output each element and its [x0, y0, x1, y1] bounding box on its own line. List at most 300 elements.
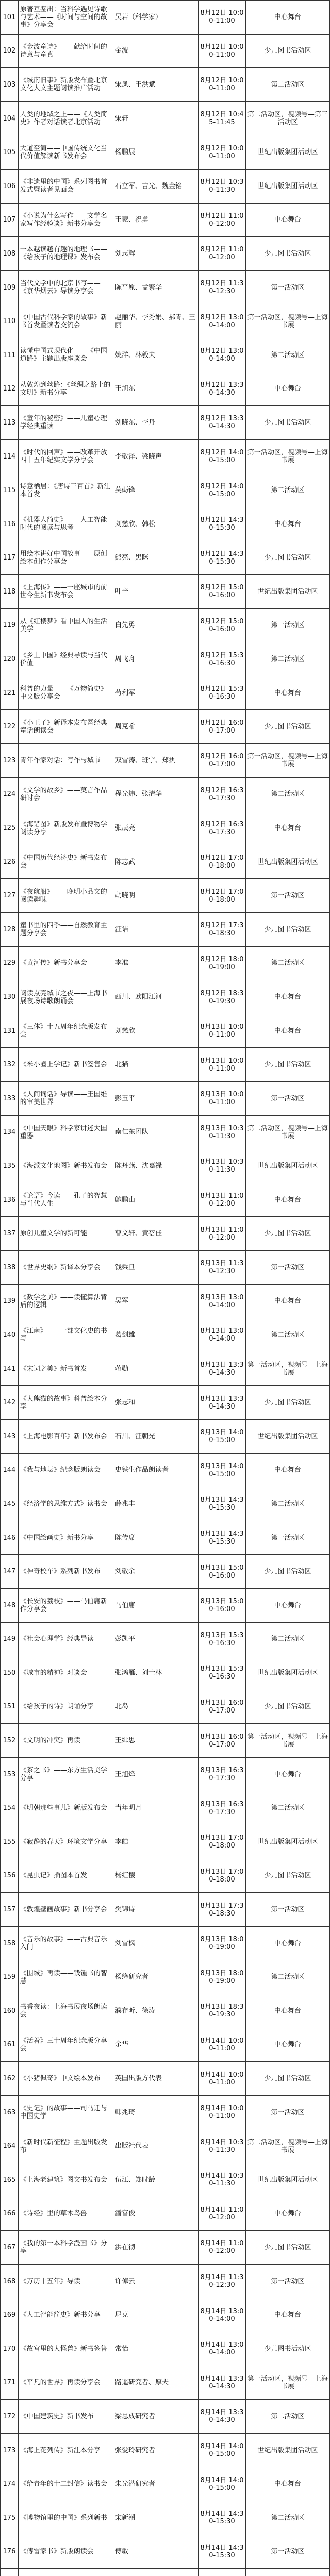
- row-number: 106: [1, 169, 19, 203]
- event-time: 8月12日 18:30-19:30: [199, 980, 246, 1014]
- table-row: [1, 1419, 330, 1453]
- event-venue: 第二活动区: [245, 1791, 329, 1825]
- event-title: 《人间词话》导读——王国维的审美世界: [18, 1082, 113, 1116]
- row-number: 120: [1, 642, 19, 676]
- event-venue: 中心舞台: [245, 1, 329, 35]
- event-time: 8月12日 14:00-15:00: [199, 439, 246, 473]
- row-number: 139: [1, 1284, 19, 1318]
- event-time: 8月12日 17:30-18:30: [199, 913, 246, 947]
- event-time: 8月14日 10:00-11:00: [199, 2095, 246, 2129]
- event-guests: 彭玉平: [113, 1082, 198, 1116]
- event-time: 8月14日 13:30-14:30: [199, 2400, 246, 2434]
- table-row: [1, 473, 330, 507]
- event-guests: 尼克: [113, 2298, 198, 2332]
- event-guests: 王蒙、祝勇: [113, 203, 198, 237]
- event-time: 8月14日 14:00-15:00: [199, 2433, 246, 2467]
- table-row: [1, 1352, 330, 1386]
- event-title: 《黄河传》新书分享会: [18, 946, 113, 980]
- event-time: [199, 2569, 246, 2576]
- row-number: 126: [1, 845, 19, 879]
- event-guests: 石立军、吉光、魏金铭: [113, 169, 198, 203]
- event-guests: 吴岩（科学家）: [113, 1, 198, 35]
- table-row: [1, 575, 330, 609]
- event-guests: 薛兆丰: [113, 1487, 198, 1521]
- event-title: 《明朝那些事儿》新版发布会: [18, 1791, 113, 1825]
- row-number: 152: [1, 1724, 19, 1758]
- event-guests: 梁思成研究者: [113, 2400, 198, 2434]
- table-row: [1, 1555, 330, 1589]
- event-guests: 双雪涛、班宇、郑执: [113, 744, 198, 778]
- event-time: 8月13日 10:30-11:30: [199, 1115, 246, 1149]
- row-number: 162: [1, 2062, 19, 2096]
- event-venue: 第一活动区: [245, 1250, 329, 1284]
- row-number: 127: [1, 879, 19, 913]
- event-venue: 少儿图书活动区: [245, 1386, 329, 1420]
- row-number: 171: [1, 2366, 19, 2400]
- row-number: 158: [1, 1926, 19, 1960]
- event-time: 8月12日 16:30-17:30: [199, 777, 246, 811]
- row-number: 155: [1, 1825, 19, 1859]
- event-guests: 余华: [113, 2028, 198, 2062]
- row-number: 145: [1, 1487, 19, 1521]
- event-guests: 王旭东: [113, 372, 198, 406]
- row-number: 165: [1, 2163, 19, 2197]
- event-time: 8月12日 13:00-14:00: [199, 304, 246, 338]
- table-row: [1, 1656, 330, 1690]
- event-guests: 张爱玲研究者: [113, 2433, 198, 2467]
- event-guests: 杨鹏展: [113, 135, 198, 170]
- event-title: 《长安的荔枝》——马伯庸新作分享会: [18, 1588, 113, 1622]
- table-row: [1, 2467, 330, 2501]
- row-number: 143: [1, 1419, 19, 1453]
- event-venue: 第二活动区: [245, 642, 329, 676]
- event-time: 8月12日 17:00-18:00: [199, 879, 246, 913]
- row-number: 114: [1, 439, 19, 473]
- row-number: 172: [1, 2400, 19, 2434]
- row-number: 137: [1, 1217, 19, 1251]
- table-row: [1, 845, 330, 879]
- event-venue: 少儿图书活动区: [245, 2231, 329, 2265]
- row-number: 168: [1, 2264, 19, 2298]
- event-time: 8月12日 10:00-11:00: [199, 68, 246, 102]
- event-time: 8月12日 10:00-11:00: [199, 1, 246, 35]
- event-time: 8月13日 15:00-16:00: [199, 1555, 246, 1589]
- event-time: 8月12日 10:45-11:45: [199, 101, 246, 135]
- table-row: [1, 1521, 330, 1555]
- event-title: 《给青年的十二封信》读书会: [18, 2467, 113, 2501]
- event-guests: 吴军: [113, 1284, 198, 1318]
- event-time: 8月13日 13:30-14:30: [199, 1386, 246, 1420]
- event-time: 8月14日 13:00-14:00: [199, 2332, 246, 2366]
- event-title: 《海错图》新版发布暨博物学阅读分享: [18, 811, 113, 845]
- event-title: 《文明的冲突》再读: [18, 1724, 113, 1758]
- event-guests: 李敬泽、梁晓声: [113, 439, 198, 473]
- event-time: 8月14日 10:30-11:30: [199, 2163, 246, 2197]
- event-title: 《傅雷家书》新版朗读会: [18, 2535, 113, 2569]
- table-row: [1, 2501, 330, 2535]
- event-venue: 第二活动区: [245, 1318, 329, 1352]
- event-venue: 第一活动区: [245, 1521, 329, 1555]
- event-title: 《海派文化地图》新书发布会: [18, 1149, 113, 1183]
- table-row: [1, 101, 330, 135]
- event-venue: 少儿图书活动区: [245, 1859, 329, 1893]
- event-time: 8月14日 10:00-11:00: [199, 2028, 246, 2062]
- row-number: 115: [1, 473, 19, 507]
- event-venue: 第二活动区: [245, 1960, 329, 1994]
- event-time: 8月12日 14:30-15:30: [199, 541, 246, 575]
- event-time: 8月13日 11:30-12:30: [199, 1250, 246, 1284]
- event-time: 8月13日 13:30-14:30: [199, 1352, 246, 1386]
- event-time: 8月12日 13:30-14:30: [199, 372, 246, 406]
- event-time: 8月12日 14:00-15:00: [199, 473, 246, 507]
- event-guests: 赵丽华、李秀娟、郝青、王丽: [113, 304, 198, 338]
- event-guests: 王缉思: [113, 1724, 198, 1758]
- table-row: [1, 2062, 330, 2096]
- event-title: 《我的第一本科学漫画书》分享: [18, 2231, 113, 2265]
- row-number: 136: [1, 1183, 19, 1217]
- event-venue: 中心舞台: [245, 203, 329, 237]
- event-title: 原创儿童文学的新可能: [18, 1217, 113, 1251]
- event-guests: 杨红樱: [113, 1859, 198, 1893]
- event-guests: 姚洋、林毅夫: [113, 338, 198, 372]
- event-time: 8月13日 18:00-19:00: [199, 1926, 246, 1960]
- table-row: [1, 507, 330, 541]
- event-time: 8月14日 11:00-12:00: [199, 2231, 246, 2265]
- event-time: 8月13日 10:30-11:30: [199, 1149, 246, 1183]
- table-row: [1, 710, 330, 744]
- event-title: 《乡土中国》经典导读与当代价值: [18, 642, 113, 676]
- event-venue: 少儿图书活动区: [245, 237, 329, 271]
- table-row: [1, 372, 330, 406]
- event-guests: 常怡: [113, 2332, 198, 2366]
- event-time: 8月13日 13:00-14:00: [199, 1284, 246, 1318]
- row-number: 102: [1, 34, 19, 68]
- event-venue: 世纪出版集团活动区: [245, 169, 329, 203]
- event-venue: 中心舞台: [245, 1453, 329, 1487]
- event-title: 《围城》再读——钱锺书的智慧: [18, 1960, 113, 1994]
- event-venue: 第二活动区: [245, 68, 329, 102]
- event-title: 《中国天眼》科学家讲述大国重器: [18, 1115, 113, 1149]
- event-title: 童书里的四季——自然教育主题分享会: [18, 913, 113, 947]
- event-guests: 傅敏: [113, 2535, 198, 2569]
- event-guests: 南仁东团队: [113, 1115, 198, 1149]
- event-guests: 北猫: [113, 1048, 198, 1082]
- event-guests: 胡晓明: [113, 879, 198, 913]
- table-row: [1, 1149, 330, 1183]
- event-venue: 少儿图书活动区: [245, 1048, 329, 1082]
- event-guests: 鲍鹏山: [113, 1183, 198, 1217]
- event-venue: 中心舞台: [245, 1284, 329, 1318]
- event-venue: 少儿图书活动区: [245, 541, 329, 575]
- event-time: 8月13日 11:00-12:00: [199, 1217, 246, 1251]
- event-title: 从敦煌到丝路：《丝绸之路上的文明》新书分享: [18, 372, 113, 406]
- event-venue: 中心舞台: [245, 2197, 329, 2231]
- table-row: [1, 2332, 330, 2366]
- event-time: 8月13日 16:00-17:00: [199, 1690, 246, 1724]
- event-title: 《大熊猫的故事》科普绘本分享: [18, 1386, 113, 1420]
- row-number: 123: [1, 744, 19, 778]
- event-guests: 樊锦诗: [113, 1893, 198, 1927]
- event-venue: 世纪出版集团活动区: [245, 1656, 329, 1690]
- event-title: 《时代的回声》——改革开放四十五年纪实文学分享会: [18, 439, 113, 473]
- table-row: [1, 913, 330, 947]
- event-title: 《中国建筑史》新书发布: [18, 2400, 113, 2434]
- event-guests: 熊亮、黑眯: [113, 541, 198, 575]
- event-title: 《小猪佩奇》中文绘本发布: [18, 2062, 113, 2096]
- event-venue: 少儿图书活动区: [245, 1690, 329, 1724]
- event-title: 《故宫里的大怪兽》新书签售: [18, 2332, 113, 2366]
- row-number: 166: [1, 2197, 19, 2231]
- row-number: 111: [1, 338, 19, 372]
- event-title: 《中国古代科学家的故事》新书首发暨读者交流会: [18, 304, 113, 338]
- event-title: 青年作家对话：写作与城市: [18, 744, 113, 778]
- event-time: 8月12日 10:00-11:00: [199, 34, 246, 68]
- table-row: [1, 1183, 330, 1217]
- event-venue: 第一活动区: [245, 1082, 329, 1116]
- table-row: [1, 338, 330, 372]
- event-title: 《中国历代经济史》新书发布会: [18, 845, 113, 879]
- table-row: [1, 203, 330, 237]
- event-title: 人类的地域之上——《人类简史》作者对话读者北京活动: [18, 101, 113, 135]
- event-guests: 曹文轩、黄蓓佳: [113, 1217, 198, 1251]
- event-time: 8月13日 16:30-17:30: [199, 1757, 246, 1791]
- event-title: 《世界史纲》新译本分享会: [18, 1250, 113, 1284]
- event-venue: 第二活动区: [245, 946, 329, 980]
- row-number: 129: [1, 946, 19, 980]
- table-row: [1, 406, 330, 440]
- event-venue: 中心舞台: [245, 811, 329, 845]
- row-number: 117: [1, 541, 19, 575]
- row-number: 103: [1, 68, 19, 102]
- event-title: 书香夜读：上海书展夜场朗读会: [18, 1994, 113, 2028]
- table-row: [1, 879, 330, 913]
- table-row: [1, 1724, 330, 1758]
- event-title: 《江南》——一部文化史的书写: [18, 1318, 113, 1352]
- event-venue: 第一活动区，视频号—上海书展: [245, 744, 329, 778]
- event-venue: 中心舞台: [245, 507, 329, 541]
- event-venue: 第一活动区: [245, 270, 329, 304]
- event-venue: 中心舞台: [245, 1994, 329, 2028]
- event-guests: 刘慈欣: [113, 1014, 198, 1048]
- event-time: 8月12日 15:00-16:00: [199, 575, 246, 609]
- event-time: 8月14日 14:30-15:30: [199, 2501, 246, 2535]
- row-number: 169: [1, 2298, 19, 2332]
- event-guests: 陈传席: [113, 1521, 198, 1555]
- row-number: 107: [1, 203, 19, 237]
- event-venue: 世纪出版集团活动区: [245, 2433, 329, 2467]
- event-guests: 宋新潮: [113, 2501, 198, 2535]
- event-time: 8月14日 11:30-12:30: [199, 2264, 246, 2298]
- row-number: 147: [1, 1555, 19, 1589]
- row-number: 110: [1, 304, 19, 338]
- event-title: 《敦煌壁画故事》新书分享会: [18, 1893, 113, 1927]
- event-guests: 刘慈欣、韩松: [113, 507, 198, 541]
- table-row: [1, 2197, 330, 2231]
- table-row: [1, 1284, 330, 1318]
- event-venue: 第一活动区，视频号—上海书展: [245, 1352, 329, 1386]
- event-title: 科普的力量——《万物简史》中文版分享会: [18, 676, 113, 710]
- event-guests: 潘富俊: [113, 2197, 198, 2231]
- event-title: 《寂静的春天》环境文学分享: [18, 1825, 113, 1859]
- row-number: 159: [1, 1960, 19, 1994]
- event-title: 《童年的秘密》——儿童心理学经典重读: [18, 406, 113, 440]
- event-guests: 韩兆琦: [113, 2095, 198, 2129]
- event-time: 8月12日 16:30-17:30: [199, 811, 246, 845]
- row-number: 113: [1, 406, 19, 440]
- table-row: [1, 135, 330, 170]
- event-title: 《我与地坛》纪念版朗读会: [18, 1453, 113, 1487]
- event-title: 《神奇校车》系列新书发布: [18, 1555, 113, 1589]
- event-title: 《小说为什么写作——文学名家写作经验谈》新书分享会: [18, 203, 113, 237]
- event-venue: 第二活动区: [245, 777, 329, 811]
- event-guests: 程光炜、张清华: [113, 777, 198, 811]
- event-venue: 少儿图书活动区: [245, 34, 329, 68]
- event-title: 读懂中国式现代化——《中国道路》主题出版座谈会: [18, 338, 113, 372]
- event-guests: 张辰亮: [113, 811, 198, 845]
- event-title: 《音乐的故事》——古典音乐入门: [18, 1926, 113, 1960]
- event-guests: 刘志辉: [113, 237, 198, 271]
- row-number: 119: [1, 608, 19, 642]
- event-venue: 第一活动区: [245, 2535, 329, 2569]
- table-row: [1, 1082, 330, 1116]
- event-time: 8月13日 16:00-17:00: [199, 1724, 246, 1758]
- event-title: 《上海传》——一座城市的前世今生新书发布会: [18, 575, 113, 609]
- event-time: 8月14日 13:00-14:00: [199, 2298, 246, 2332]
- event-venue: 中心舞台: [245, 1757, 329, 1791]
- table-row: [1, 1048, 330, 1082]
- event-venue: 第二活动区: [245, 2400, 329, 2434]
- row-number: 108: [1, 237, 19, 271]
- event-guests: 白先勇: [113, 608, 198, 642]
- table-row: [1, 2400, 330, 2434]
- event-time: 8月12日 13:30-14:30: [199, 406, 246, 440]
- event-title: 《人工智能简史》新书分享: [18, 2298, 113, 2332]
- event-venue: 中心舞台: [245, 2298, 329, 2332]
- event-venue: 第二活动区，视频号—上海书展: [245, 2129, 329, 2163]
- event-title: 《平凡的世界》再读分享会: [18, 2366, 113, 2400]
- event-time: 8月12日 10:00-11:00: [199, 135, 246, 170]
- row-number: 174: [1, 2467, 19, 2501]
- event-venue: 少儿图书活动区: [245, 913, 329, 947]
- row-number: 151: [1, 1690, 19, 1724]
- table-row: [1, 1115, 330, 1149]
- row-number: 153: [1, 1757, 19, 1791]
- row-number: 148: [1, 1588, 19, 1622]
- row-number: 161: [1, 2028, 19, 2062]
- event-title: 阅读点亮城市之夜——上海书展夜场诗歌朗诵会: [18, 980, 113, 1014]
- row-number: 142: [1, 1386, 19, 1420]
- row-number: 105: [1, 135, 19, 170]
- event-guests: 刘雪枫: [113, 1926, 198, 1960]
- event-title: [18, 2569, 113, 2576]
- table-row: [1, 1859, 330, 1893]
- event-venue: 少儿图书活动区: [245, 406, 329, 440]
- table-row: [1, 2569, 330, 2576]
- table-row: [1, 777, 330, 811]
- event-guests: 钱乘旦: [113, 1250, 198, 1284]
- event-title: 《三体》十五周年纪念版发布会: [18, 1014, 113, 1048]
- event-guests: 张鸿雁、刘士林: [113, 1656, 198, 1690]
- row-number: 140: [1, 1318, 19, 1352]
- event-title: 《万历十五年》导读: [18, 2264, 113, 2298]
- event-time: 8月13日 14:00-15:00: [199, 1453, 246, 1487]
- event-venue: 中心舞台: [245, 676, 329, 710]
- event-guests: 张志和: [113, 1386, 198, 1420]
- event-guests: 王旭烽: [113, 1757, 198, 1791]
- event-time: 8月13日 15:30-16:30: [199, 1622, 246, 1656]
- event-title: 《史记》的故事——司马迁与中国史学: [18, 2095, 113, 2129]
- event-guests: 刘晓东、李丹: [113, 406, 198, 440]
- table-row: [1, 1622, 330, 1656]
- event-time: 8月13日 17:00-18:00: [199, 1859, 246, 1893]
- event-guests: 宋轩: [113, 101, 198, 135]
- event-time: 8月12日 10:30-11:30: [199, 169, 246, 203]
- event-time: 8月13日 13:00-14:00: [199, 1318, 246, 1352]
- table-row: [1, 980, 330, 1014]
- event-venue: 少儿图书活动区: [245, 1217, 329, 1251]
- event-time: 8月13日 10:00-11:00: [199, 1048, 246, 1082]
- event-guests: 刘敬余: [113, 1555, 198, 1589]
- event-title: 《给孩子的诗》朗诵分享: [18, 1690, 113, 1724]
- event-guests: 葛剑雄: [113, 1318, 198, 1352]
- table-row: [1, 1757, 330, 1791]
- event-guests: 英国出版方代表: [113, 2062, 198, 2096]
- event-guests: 石川、汪朝光: [113, 1419, 198, 1453]
- event-venue: 第一活动区: [245, 608, 329, 642]
- event-venue: 第二活动区: [245, 1487, 329, 1521]
- table-row: [1, 1453, 330, 1487]
- row-number: 163: [1, 2095, 19, 2129]
- event-title: 《经济学的思维方式》读书会: [18, 1487, 113, 1521]
- event-time: 8月13日 10:00-11:00: [199, 1082, 246, 1116]
- event-title: 《茶之书》——东方生活美学分享: [18, 1757, 113, 1791]
- row-number: 160: [1, 1994, 19, 2028]
- event-title: 《上海老建筑》图文书发布会: [18, 2163, 113, 2197]
- row-number: 130: [1, 980, 19, 1014]
- event-time: 8月14日 11:00-12:00: [199, 2197, 246, 2231]
- event-guests: 周克希: [113, 710, 198, 744]
- table-row: [1, 1217, 330, 1251]
- row-number: 164: [1, 2129, 19, 2163]
- table-row: [1, 2433, 330, 2467]
- event-time: 8月13日 14:30-15:30: [199, 1487, 246, 1521]
- event-time: 8月13日 15:30-16:30: [199, 1656, 246, 1690]
- event-guests: 李准: [113, 946, 198, 980]
- event-time: 8月13日 18:30-19:30: [199, 1994, 246, 2028]
- event-venue: 少儿图书活动区: [245, 1555, 329, 1589]
- event-guests: 苟利军: [113, 676, 198, 710]
- table-row: [1, 34, 330, 68]
- row-number: 133: [1, 1082, 19, 1116]
- event-venue: 中心舞台: [245, 1588, 329, 1622]
- row-number: 149: [1, 1622, 19, 1656]
- row-number: 141: [1, 1352, 19, 1386]
- event-title: 《中国绘画史》新书分享: [18, 1521, 113, 1555]
- event-time: 8月12日 11:00-12:00: [199, 203, 246, 237]
- row-number: 135: [1, 1149, 19, 1183]
- event-title: 《论语》今读——孔子的智慧与当代人生: [18, 1183, 113, 1217]
- row-number: 146: [1, 1521, 19, 1555]
- row-number: 157: [1, 1893, 19, 1927]
- event-guests: [113, 2569, 198, 2576]
- row-number: 156: [1, 1859, 19, 1893]
- table-row: [1, 169, 330, 203]
- row-number: 150: [1, 1656, 19, 1690]
- table-row: [1, 68, 330, 102]
- event-title: 《夜航船》——晚明小品文的阅读趣味: [18, 879, 113, 913]
- row-number: 144: [1, 1453, 19, 1487]
- event-guests: 陈志武: [113, 845, 198, 879]
